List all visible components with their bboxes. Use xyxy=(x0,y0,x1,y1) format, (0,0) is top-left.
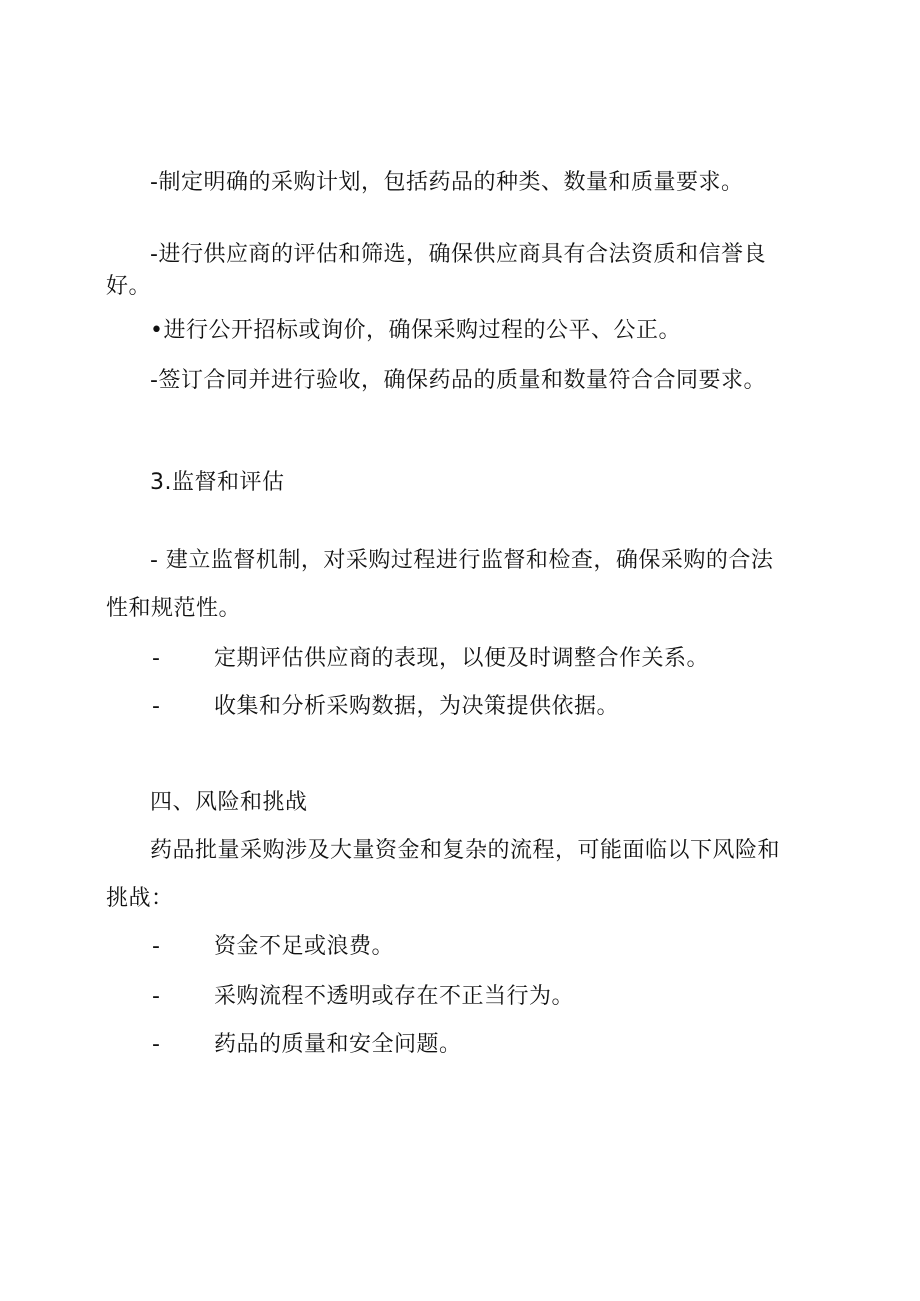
paragraph-tender: •进行公开招标或询价，确保采购过程的公平、公正。 xyxy=(150,318,681,343)
section-heading-risks: 四、风险和挑战 xyxy=(150,790,308,815)
paragraph-risks-line2: 挑战： xyxy=(106,886,174,911)
list-item-text: 资金不足或浪费。 xyxy=(214,934,395,959)
paragraph-mechanism-line2: 性和规范性。 xyxy=(106,596,242,621)
paragraph-contract: -签订合同并进行验收，确保药品的质量和数量符合合同要求。 xyxy=(150,368,766,393)
dash-marker: - xyxy=(152,1032,161,1057)
list-item-text: 药品的质量和安全问题。 xyxy=(214,1032,462,1057)
dash-marker: - xyxy=(152,934,161,959)
list-item-text: 定期评估供应商的表现，以便及时调整合作关系。 xyxy=(214,646,710,671)
list-item-text: 收集和分析采购数据，为决策提供依据。 xyxy=(214,694,620,719)
section-heading-supervision: 3.监督和评估 xyxy=(150,470,285,495)
paragraph-supplier-line1: -进行供应商的评估和筛选，确保供应商具有合法资质和信誉良 xyxy=(150,242,766,267)
dash-marker: - xyxy=(152,694,161,719)
dash-marker: - xyxy=(152,646,161,671)
paragraph-plan: -制定明确的采购计划，包括药品的种类、数量和质量要求。 xyxy=(150,170,744,195)
paragraph-supplier-line2: 好。 xyxy=(106,274,152,299)
list-item-text: 采购流程不透明或存在不正当行为。 xyxy=(214,984,575,1009)
dash-marker: - xyxy=(152,984,161,1009)
paragraph-mechanism-line1: - 建立监督机制，对采购过程进行监督和检查，确保采购的合法 xyxy=(150,548,774,573)
paragraph-risks-line1: 药品批量采购涉及大量资金和复杂的流程，可能面临以下风险和 xyxy=(150,838,781,863)
